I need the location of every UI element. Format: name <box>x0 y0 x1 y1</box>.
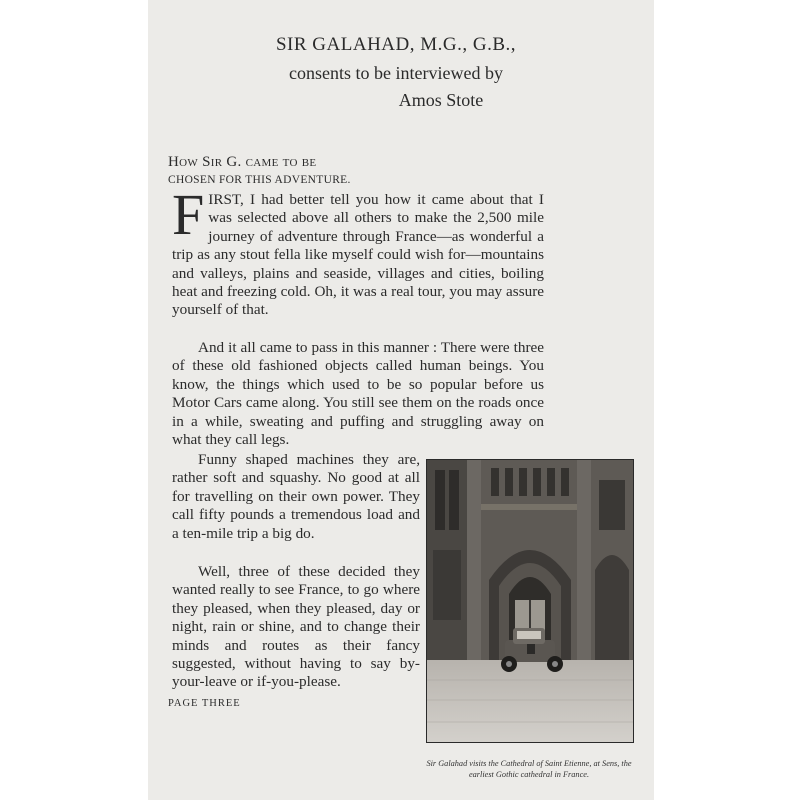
section-heading-line2: CHOSEN FOR THIS ADVENTURE. <box>168 174 351 186</box>
author-name: Amos Stote <box>398 90 484 110</box>
cathedral-photo <box>426 459 634 743</box>
section-heading-line1: How Sir G. came to be <box>168 154 317 170</box>
paragraph-1 <box>172 182 544 320</box>
paragraph-3: Funny shaped machines they are, rather soft and squashy. No good at all for travelling on their own power. They call fifty pounds a tremendous load and a ten-mile trip a big do. <box>172 451 420 542</box>
photo-caption: Sir Galahad visits the Cathedral of Saint Etienne, at Sens, the earliest Gothic cathedral in France. <box>426 759 632 779</box>
left-margin <box>0 0 148 800</box>
page-title: SIR GALAHAD, M.G., G.B., <box>275 34 516 55</box>
page-subtitle: consents to be interviewed by <box>289 63 503 83</box>
book-page <box>148 0 654 800</box>
paragraph-4: Well, three of these decided they wanted really to see France, to go where they pleased, when they pleased, day or night, rain or shine, and to change their minds and routes as their fancy suggested, without having to say by-your-leave or if-you-please. <box>172 563 420 691</box>
paragraph-2: And it all came to pass in this manner : There were three of these old fashioned objects called human beings. You know, the things which used to be so popular before us Motor Cars came along. You still see them on the roads once in a while, sweating and puffing and struggling away on what they call legs. <box>172 339 544 449</box>
paragraph-1-text: IRST, I had better tell you how it came about that I was selected above all others to make the 2,500 mile journey of adventure through France—as wonderful a trip as any stout fella like myself could wish for—mountains and valleys, plains and seaside, villages and cities, boiling heat and freezing cold. Oh, it was a real tour, you may assure yourself of that. <box>172 191 544 319</box>
cathedral-photo-icon <box>427 460 633 742</box>
drop-cap: F <box>172 182 205 247</box>
page-number: PAGE THREE <box>168 698 241 709</box>
